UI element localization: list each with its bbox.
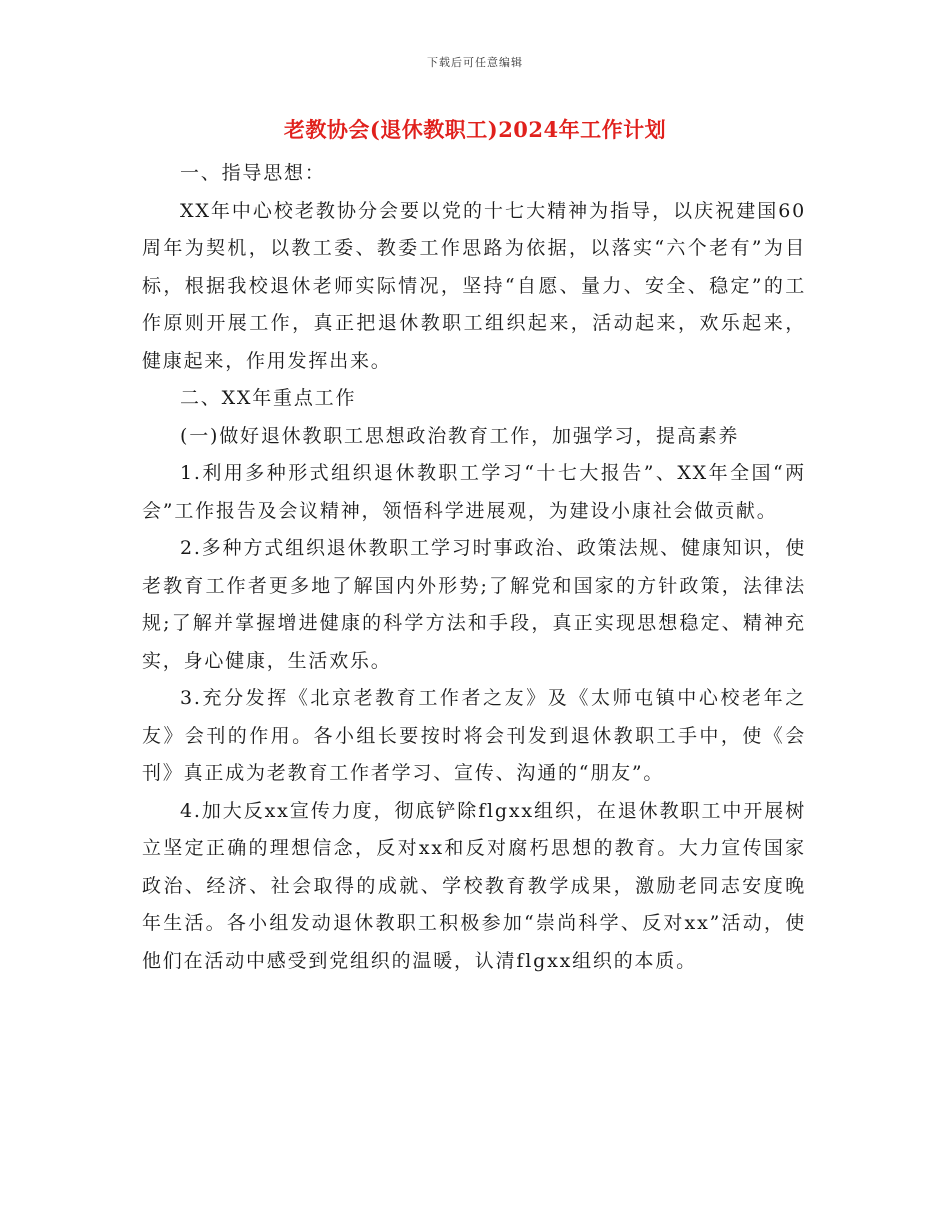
document-body bbox=[142, 155, 806, 980]
list-item-2: 2.多种方式组织退休教职工学习时事政治、政策法规、健康知识，使老教育工作者更多地了解国内外形势;了解党和国家的方针政策，法律法规;了解并掌握增进健康的科学方法和手段，真正实现思想稳定、精神充实，身心健康，生活欢乐。 bbox=[142, 537, 806, 672]
document-title: 老教协会(退休教职工)2024年工作计划 bbox=[283, 117, 667, 142]
subsection-heading-1: (一)做好退休教职工思想政治教育工作，加强学习，提高素养 bbox=[180, 424, 740, 447]
list-item-1: 1.利用多种形式组织退休教职工学习“十七大报告”、XX年全国“两会”工作报告及会议精神，领悟科学进展观，为建设小康社会做贡献。 bbox=[142, 462, 806, 522]
paragraph-guiding-thought: XX年中心校老教协分会要以党的十七大精神为指导，以庆祝建国60周年为契机，以教工委、教委工作思路为依据，以落实“六个老有”为目标，根据我校退休老师实际情况，坚持“自愿、量力、安全、稳定”的工作原则开展工作，真正把退休教职工组织起来，活动起来，欢乐起来，健康起来，作用发挥出来。 bbox=[142, 199, 806, 372]
list-item-3: 3.充分发挥《北京老教育工作者之友》及《太师屯镇中心校老年之友》会刊的作用。各小组长要按时将会刊发到退休教职工手中，使《会刊》真正成为老教育工作者学习、宣传、沟通的“朋友”。 bbox=[142, 687, 806, 784]
section-heading-key-work: 二、XX年重点工作 bbox=[180, 387, 357, 409]
header-note: 下载后可任意编辑 bbox=[427, 56, 523, 69]
list-item-4: 4.加大反xx宣传力度，彻底铲除flgxx组织，在退休教职工中开展树立坚定正确的理想信念，反对xx和反对腐朽思想的教育。大力宣传国家政治、经济、社会取得的成就、学校教育教学成果，激励老同志安度晚年生活。各小组发动退休教职工积极参加“崇尚科学、反对xx”活动，使他们在活动中感受到党组织的温暖，认清flgxx组织的本质。 bbox=[142, 799, 806, 972]
section-heading-guiding-thought: 一、指导思想： bbox=[180, 162, 326, 184]
